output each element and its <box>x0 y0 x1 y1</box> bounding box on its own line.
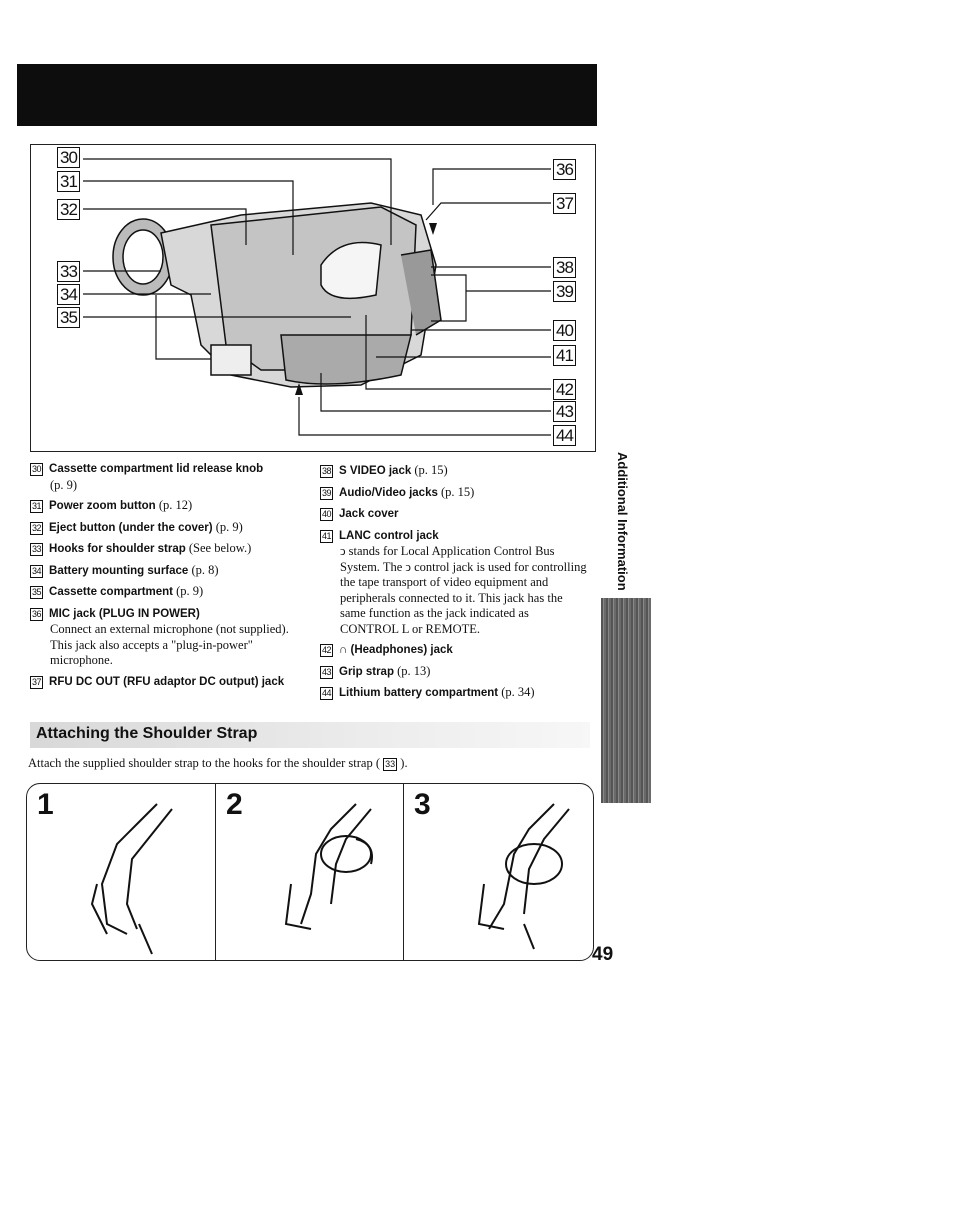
legend-left <box>30 461 305 695</box>
header-bar <box>17 64 597 126</box>
strap-illustration-3 <box>404 784 594 960</box>
callout-41: 41 <box>553 345 576 366</box>
legend-item: 32 Eject button (under the cover) (p. 9) <box>32 519 243 534</box>
page-number: 49 <box>592 944 614 965</box>
steps-panel <box>26 783 594 961</box>
legend-item: 30 Cassette compartment lid release knob (p. 9) <box>32 463 264 492</box>
legend-item: 36 MIC jack (PLUG IN POWER) Connect an external microphone (not supplied). This jack also accepts a "plug-in-power" microphone. <box>32 607 289 667</box>
strap-illustration-2 <box>216 784 404 960</box>
thumb-tab <box>601 598 651 803</box>
camcorder-illustration <box>31 145 597 453</box>
step-2: 2 <box>215 784 404 960</box>
callout-43: 43 <box>553 401 576 422</box>
callout-30: 30 <box>57 147 80 168</box>
callout-39: 39 <box>553 281 576 302</box>
legend-right <box>320 463 590 707</box>
callout-42: 42 <box>553 379 576 400</box>
legend-item: 34 Battery mounting surface (p. 8) <box>32 562 219 577</box>
section-title: Attaching the Shoulder Strap <box>36 725 258 742</box>
legend-item: 39 Audio/Video jacks (p. 15) <box>322 484 475 499</box>
legend-item: 40 Jack cover <box>322 508 399 520</box>
callout-37: 37 <box>553 193 576 214</box>
callout-31: 31 <box>57 171 80 192</box>
callout-40: 40 <box>553 320 576 341</box>
legend-item: 37 RFU DC OUT (RFU adaptor DC output) jack <box>32 675 285 688</box>
legend-item: 42 ∩ (Headphones) jack <box>322 644 453 656</box>
camcorder-diagram <box>30 144 596 452</box>
strap-illustration-1 <box>27 784 215 960</box>
legend-item: 35 Cassette compartment (p. 9) <box>32 584 204 598</box>
callout-38: 38 <box>553 257 576 278</box>
callout-36: 36 <box>553 159 576 180</box>
callout-34: 34 <box>57 284 80 305</box>
legend-item: 43 Grip strap (p. 13) <box>322 663 431 678</box>
section-heading <box>30 722 590 748</box>
legend-item: 33 Hooks for shoulder strap (See below.) <box>32 541 252 555</box>
legend-item: 41 LANC control jack ↄ stands for Local Application Control Bus System. The ↄ control jack is used for controlling the tape transport of video equipment and peripherals connected to it. This jack has the same function as the jack indicated as CONTROL L or REMOTE. <box>322 529 587 636</box>
legend-item: 31 Power zoom button (p. 12) <box>32 498 193 512</box>
callout-35: 35 <box>57 307 80 328</box>
legend-item: 38 S VIDEO jack (p. 15) <box>322 463 448 477</box>
step-3: 3 <box>403 784 594 960</box>
step-1: 1 <box>27 784 215 960</box>
callout-32: 32 <box>57 199 80 220</box>
legend-item: 44 Lithium battery compartment (p. 34) <box>322 685 535 699</box>
callout-33: 33 <box>57 261 80 282</box>
callout-44: 44 <box>553 425 576 446</box>
intro-text: Attach the supplied shoulder strap to the hooks for the shoulder strap ( 33 ). <box>28 756 408 770</box>
section-side-label: Additional Information <box>615 452 630 591</box>
